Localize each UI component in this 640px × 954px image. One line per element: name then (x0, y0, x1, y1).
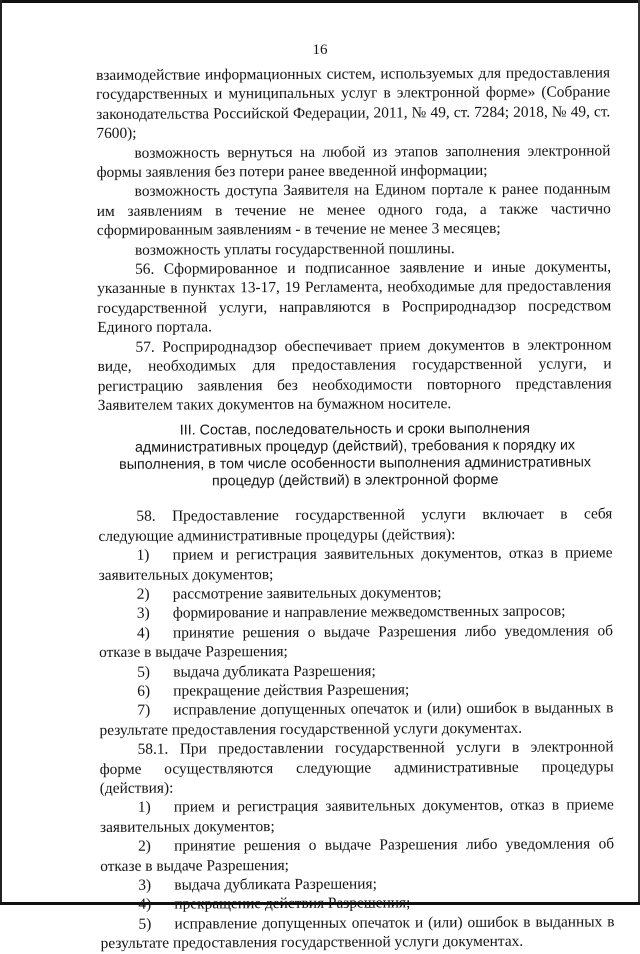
list-item (100, 912, 614, 954)
list-item (99, 602, 613, 624)
scan-border-left (0, 0, 2, 905)
list-item-text: рассмотрение заявительных документов; (172, 584, 442, 603)
paragraph-57: 57. Росприроднадзор обеспечивает прием документов в электронном виде, необходимых для предоставления государственной услуги, и регистрацию заявления без необходимости повторного представления Заявителем таких документов на бумажном носителе. (97, 335, 612, 414)
list-item-number: 5) (138, 915, 152, 933)
list-item-text: прием и регистрация заявительных документов, отказ в приеме заявительных документов; (98, 544, 613, 584)
list-item-number: 2) (138, 837, 151, 856)
list-item (100, 893, 614, 915)
list-item (99, 543, 613, 585)
list-item-text: выдача дубликата Разрешения; (174, 875, 377, 894)
list-item-number: 3) (138, 876, 152, 894)
list-item-text: прием и регистрация заявительных документов, отказ в приеме заявительных документов; (99, 796, 614, 836)
page-number: 16 (312, 42, 328, 58)
list-item-text: принятие решения о выдаче Разрешения либо уведомления об отказе в выдаче Разрешения; (99, 622, 614, 662)
list-item (99, 582, 613, 604)
list-item-number: 7) (137, 702, 151, 720)
paragraph-continuation: взаимодействие информационных систем, используемых для предоставления государственных и муниципальных услуг в электронной форме» (Собрание законодательства Российской Федерации, 2011, № 49, ст. 7284; 2018, № 49, ст. 7600); (96, 64, 611, 143)
paragraph-access-option: возможность доступа Заявителя на Едином портале к ранее поданным им заявлениям в течение не менее одного года, а также частично сформированным заявлениям - в течение не менее 3 месяцев; (96, 180, 611, 240)
procedure-list-58 (99, 543, 614, 740)
procedure-list-58-1 (100, 796, 615, 954)
list-item (100, 873, 614, 895)
paragraph-58-intro: 58. Предоставление государственной услуги включает в себя следующие административные процедуры (действия): (98, 505, 613, 545)
list-item-number: 6) (137, 682, 151, 700)
list-item-text: принятие решения о выдаче Разрешения либо уведомления об отказе в выдаче Разрешения; (100, 835, 615, 875)
list-item-text: прекращение действия Разрешения; (173, 681, 410, 700)
list-item-number: 1) (137, 799, 151, 817)
scan-border-top (0, 0, 640, 3)
list-item (99, 660, 613, 682)
list-item (99, 679, 613, 701)
list-item-number: 4) (136, 624, 150, 642)
list-item-text: исправление допущенных опечаток и (или) ошибок в выданных в результате предоставления государственной услуги документах. (99, 699, 614, 739)
list-item-number: 4) (138, 896, 152, 914)
list-item-number: 5) (137, 663, 151, 681)
section-heading: III. Состав, последовательность и сроки выполнения административных процедур (действий), требования к порядку их выполнения, в том числе особенности выполнения административных процедур (действий) в электронной форме (119, 421, 592, 490)
list-item-number: 2) (136, 585, 150, 603)
list-item (99, 699, 613, 741)
paragraph-fee-option: возможность уплаты государственной пошлины. (134, 239, 455, 259)
paragraph-return-option: возможность вернуться на любой из этапов заполнения электронной формы заявления без потери ранее введенной информации; (96, 141, 611, 182)
paragraph-58-1-intro: 58.1. При предоставлении государственной услуги в электронной форме осуществляются следующие административные процедуры (действия): (99, 738, 614, 797)
list-item-number: 1) (136, 546, 150, 564)
list-item-text: формирование и направление межведомственных запросов; (172, 602, 566, 622)
list-item (100, 796, 614, 838)
paragraph-56: 56. Сформированное и подписанное заявление и иные документы, указанные в пунктах 13-17, 19 Регламента, необходимые для предоставления государственной услуги, направляются в Росприроднадзор посредством Единого портала. (97, 258, 612, 337)
list-item-text: прекращение действия Разрешения; (174, 894, 411, 914)
list-item-text: исправление допущенных опечаток и (или) ошибок в выданных в результате предоставления государственной услуги документах. (100, 913, 615, 953)
list-item (100, 835, 614, 877)
list-item-number: 3) (136, 605, 150, 623)
list-item (99, 621, 613, 663)
document-body (96, 63, 615, 953)
list-item-text: выдача дубликата Разрешения; (173, 662, 376, 681)
